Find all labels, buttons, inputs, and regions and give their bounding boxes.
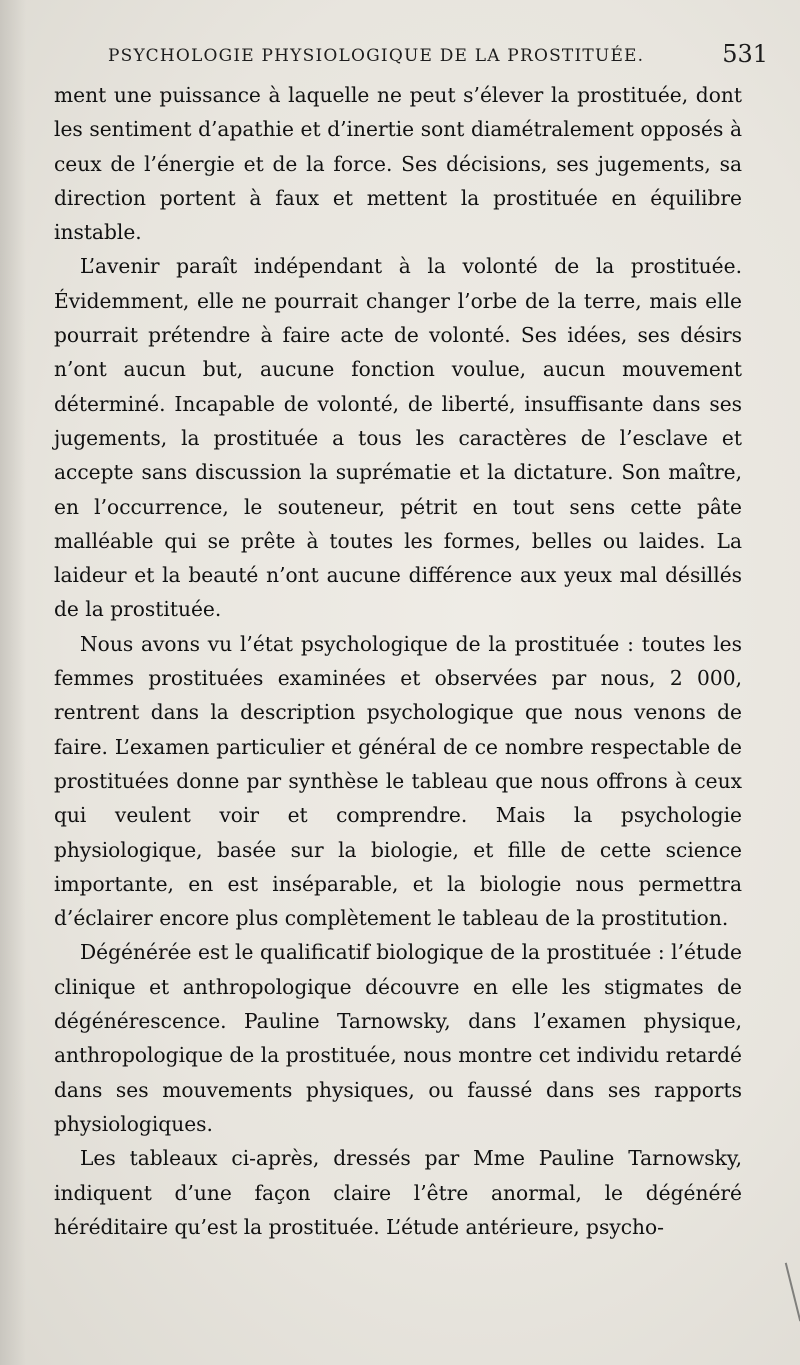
paragraph-3: Nous avons vu l’état psychologique de la prostituée : toutes les femmes prostituées examinées et observées par nous, 2 000, rentrent dans la description psychologique que nous venons de faire. L’examen particulier et général de ce nombre respectable de prostituées donne par synthèse le tableau que nous offrons à ceux qui veulent voir et comprendre. Mais la psychologie physiologique, basée sur la biologie, et fille de cette science importante, en est inséparable, et la biologie nous permettra d’éclairer encore plus complètement le tableau de la prostitution. [54, 631, 742, 931]
paragraph-4: Dégénérée est le qualificatif biologique de la prostituée : l’étude clinique et anthropologique découvre en elle les stigmates de dégénérescence. Pauline Tarnowsky, dans l’examen physique, anthropologique de la prostituée, nous montre cet individu retardé dans ses mouvements physiques, ou faussé dans ses rapports physiologiques. [54, 940, 742, 1136]
page-number: 531 [722, 40, 768, 68]
scan-edge-mark [785, 1263, 800, 1322]
paragraph-2: L’avenir paraît indépendant à la volonté de la prostituée. Évidemment, elle ne pourrait changer l’orbe de la terre, mais elle pourrait prétendre à faire acte de volonté. Ses idées, ses désirs n’ont aucun but, aucune fonction voulue, aucun mouvement déterminé. Incapable de volonté, de liberté, insuffisante dans ses jugements, la prostituée a tous les caractères de l’esclave et accepte sans discussion la suprématie et la dictature. Son maître, en l’occurrence, le souteneur, pétrit en tout sens cette pâte malléable qui se prête à toutes les formes, belles ou laides. La laideur et la beauté n’ont aucune différence aux yeux mal désillés de la prostituée. [54, 254, 742, 622]
page-header [108, 40, 768, 76]
paragraph-1: ment une puissance à laquelle ne peut s’élever la prostituée, dont les sentiment d’apathie et d’inertie sont diamétralement opposés à ceux de l’énergie et de la force. Ses décisions, ses jugements, sa direction portent à faux et mettent la prostituée en équilibre instable. [54, 83, 742, 245]
paragraph-5: Les tableaux ci-après, dressés par Mme Pauline Tarnowsky, indiquent d’une façon claire l’être anormal, le dégénéré héréditaire qu’est la prostituée. L’étude antérieure, psycho- [54, 1146, 742, 1239]
body-text [54, 78, 742, 1244]
running-title: PSYCHOLOGIE PHYSIOLOGIQUE DE LA PROSTITUÉE. [108, 46, 645, 66]
page-gutter-shadow [0, 0, 26, 1365]
